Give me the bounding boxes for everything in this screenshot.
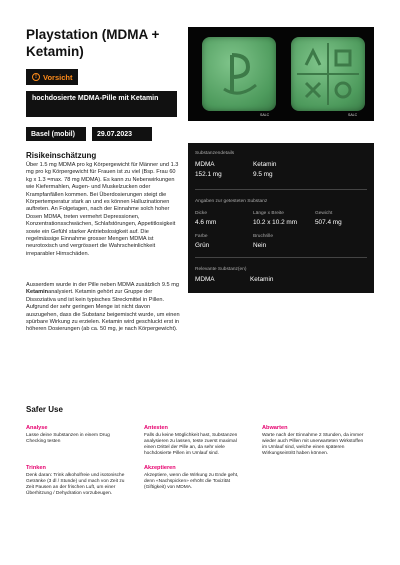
tip-title: Akzeptieren [144, 465, 176, 471]
tablet-label: Angaben zur getesteten Substanz [195, 199, 268, 204]
breakline-label: Bruchrille [253, 234, 273, 239]
tip-title: Trinken [26, 465, 46, 471]
date-tag: 29.07.2023 [92, 127, 152, 141]
divider [195, 189, 367, 190]
tip-trinken [26, 465, 128, 497]
risk-paragraph: Über 1.5 mg MDMA pro kg Körpergewicht für Männer und 1.3 mg pro kg Körpergewicht für Frauen ist zu viel (Bsp. Frau 60 kg x 1.3 =max. 78 mg MDMA). Es kann zu Nebenwirkungen wie Kiefermahlen, Augen- und Muskelzucken oder Krampfanfällen kommen. Bei Überdosierungen steigt die Körpertemperatur stark an und es können Halluzinationen auftreten. An Folgetagen, nach der Einnahme solch hoher Dosen MDMA, treten vermehrt Depressionen, Konzentrationsschwächen, Schlafstörungen, Appetitlosigkeit sowie ein Gefühl starker Antriebslosigkeit auf. Die regelmässige Einnahme grosser Mengen MDMA ist neurotoxisch und vergrössert die Wahrscheinlichkeit irreparabler Hirnschäden. [26, 162, 179, 257]
tip-title: Abwarten [262, 425, 288, 431]
size-label: Länge x Breite [253, 211, 284, 216]
tip-title: Analyse [26, 425, 48, 431]
page-title: Playstation (MDMA + Ketamin) [26, 27, 160, 59]
color-value: Grün [195, 242, 210, 249]
substances-label: Substanzendetails [195, 151, 235, 156]
warning-icon: ! [32, 73, 40, 81]
divider [195, 257, 367, 258]
tip-akzeptieren [144, 465, 246, 491]
risk-text: Ausserdem wurde in der Pille neben MDMA zusätzlich 9.5 mg [26, 282, 179, 288]
tip-antesten [144, 425, 246, 457]
tip-title: Antesten [144, 425, 168, 431]
risk-text-bold: Ketamin [26, 289, 49, 296]
location-tag: Basel (mobil) [26, 127, 86, 141]
pill-back-image [291, 37, 365, 111]
pill-front-image [202, 37, 276, 111]
color-label: Farbe [195, 234, 208, 239]
tip-text: Denk daran: Trink alkoholfreie und isotonische Getränke (3 dl / Stunde) und mach von Zeit zu Zeit Pausen an der frischen Luft, um einer Überhitzung / Dehydration vorzubeugen. [26, 472, 125, 496]
tip-text: Akzeptiere, wenn die Wirkung zu Ende geht, denn «Nachspicken» erhöht die Toxizität (Giftigkeit) von MDMA. [144, 472, 239, 490]
tip-text: Lasse deine Substanzen in einem Drug Checking testen [26, 432, 110, 444]
weight-label: Gewicht [315, 211, 333, 216]
size-value: 10.2 x 10.2 mm [253, 219, 298, 226]
substance-name: MDMA [195, 161, 215, 168]
thickness-label: Dicke [195, 211, 207, 216]
risk-text: analysiert. Ketamin gehört zur Gruppe der Dissoziativa und ist kein typisches Streckmittel in Pillen. Aufgrund der sehr geringen Menge ist nicht davon auszugehen, dass die Substanz beigemischt wurde, um einen spürbare Wirkung zu erzielen. Ketamin wird geschluckt erst in höheren Dosierungen (ab ca. 50 mg, je nach Körpergewicht). [26, 289, 180, 333]
warning-label: Vorsicht [43, 72, 73, 82]
relevant-label: Relevante Substanz(en) [195, 267, 247, 272]
pill-photo [188, 27, 374, 121]
tip-text: Falls du keine Möglichkeit hast, Substanzen analysieren zu lassen, teste zuerst maximal einen Drittel der Pille an, da sehr viele hochdosierte Pillen im Umlauf sind. [144, 432, 238, 456]
weight-value: 507.4 mg [315, 219, 342, 226]
safer-use-heading: Safer Use [26, 405, 63, 414]
warning-badge [26, 69, 78, 85]
tip-text: Warte nach der Einnahme 2 Stunden, da immer wieder auch Pillen mit unerwarteten Wirkstoffen im Umlauf sind, welche einen späteren Wirkungseintritt haben können. [262, 432, 364, 456]
thickness-value: 4.6 mm [195, 219, 217, 226]
risk-paragraph-ketamine [26, 282, 181, 334]
relevant-substance: Ketamin [250, 276, 274, 283]
relevant-substance: MDMA [195, 276, 215, 283]
tip-abwarten [262, 425, 364, 457]
photo-credit: SALC [348, 113, 358, 117]
risk-heading: Risikeinschätzung [26, 151, 97, 160]
substance-amount: 9.5 mg [253, 171, 273, 178]
breakline-value: Nein [253, 242, 267, 249]
tip-analyse [26, 425, 128, 445]
details-panel [188, 143, 374, 293]
substance-amount: 152.1 mg [195, 171, 222, 178]
substance-name: Ketamin [253, 161, 277, 168]
photo-credit: SALC [260, 113, 270, 117]
substance-summary: hochdosierte MDMA-Pille mit Ketamin [26, 91, 177, 117]
